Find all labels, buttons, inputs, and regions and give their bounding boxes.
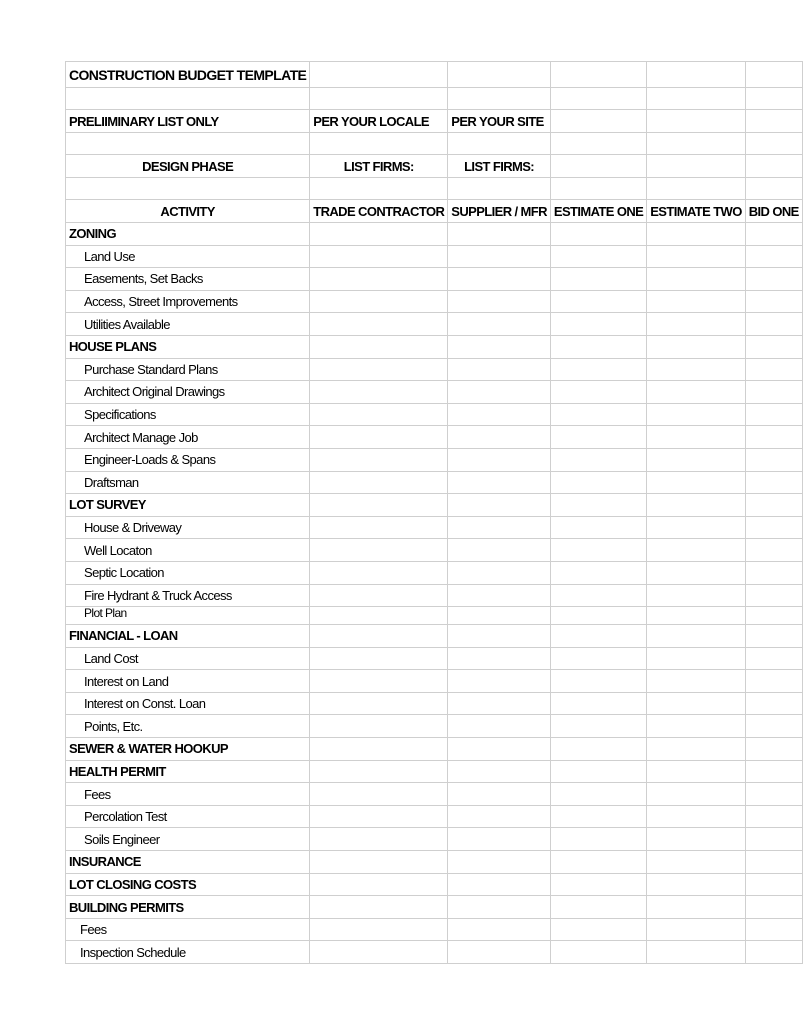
cell[interactable] xyxy=(550,335,646,358)
cell[interactable] xyxy=(647,715,746,738)
design-phase-label: DESIGN PHASE xyxy=(66,155,310,178)
table-row xyxy=(66,313,803,336)
activity-label: Plot Plan xyxy=(66,607,310,625)
cell[interactable] xyxy=(647,313,746,336)
cell[interactable] xyxy=(550,607,646,625)
cell[interactable] xyxy=(745,805,802,828)
section-row xyxy=(66,896,803,919)
cell[interactable] xyxy=(310,403,448,426)
column-header-estimate-one: ESTIMATE ONE xyxy=(550,200,646,223)
activity-label: Fees xyxy=(66,918,310,941)
cell[interactable] xyxy=(550,62,646,88)
cell[interactable] xyxy=(550,155,646,178)
cell[interactable] xyxy=(745,692,802,715)
cell[interactable] xyxy=(550,426,646,449)
cell[interactable] xyxy=(745,178,802,200)
table-row xyxy=(66,670,803,693)
cell[interactable] xyxy=(310,426,448,449)
section-label: HOUSE PLANS xyxy=(66,335,310,358)
locale-label: PER YOUR LOCALE xyxy=(310,110,448,133)
cell[interactable] xyxy=(647,223,746,246)
table-row xyxy=(66,607,803,625)
cell[interactable] xyxy=(745,828,802,851)
cell[interactable] xyxy=(647,133,746,155)
activity-label: Architect Original Drawings xyxy=(66,381,310,404)
cell[interactable] xyxy=(310,223,448,246)
activity-label: House & Driveway xyxy=(66,516,310,539)
section-label: SEWER & WATER HOOKUP xyxy=(66,738,310,761)
spacer-row xyxy=(66,133,803,155)
cell[interactable] xyxy=(550,358,646,381)
cell[interactable] xyxy=(647,290,746,313)
cell[interactable] xyxy=(448,607,551,625)
cell[interactable] xyxy=(448,381,551,404)
cell[interactable] xyxy=(647,670,746,693)
cell[interactable] xyxy=(448,313,551,336)
cell[interactable] xyxy=(647,268,746,291)
cell[interactable] xyxy=(647,62,746,88)
cell[interactable] xyxy=(448,471,551,494)
cell[interactable] xyxy=(647,851,746,874)
cell[interactable] xyxy=(745,584,802,607)
cell[interactable] xyxy=(745,471,802,494)
cell[interactable] xyxy=(448,805,551,828)
section-row xyxy=(66,738,803,761)
cell[interactable] xyxy=(448,851,551,874)
cell[interactable] xyxy=(745,715,802,738)
cell[interactable] xyxy=(310,851,448,874)
list-firms-label: LIST FIRMS: xyxy=(310,155,448,178)
spacer-row xyxy=(66,178,803,200)
cell[interactable] xyxy=(550,584,646,607)
cell[interactable] xyxy=(550,448,646,471)
cell[interactable] xyxy=(647,426,746,449)
table-row xyxy=(66,783,803,806)
table-row xyxy=(66,358,803,381)
cell[interactable] xyxy=(310,760,448,783)
cell[interactable] xyxy=(647,335,746,358)
cell[interactable] xyxy=(550,805,646,828)
cell[interactable] xyxy=(745,647,802,670)
cell[interactable] xyxy=(448,584,551,607)
cell[interactable] xyxy=(310,896,448,919)
activity-label: Specifications xyxy=(66,403,310,426)
activity-label: Fees xyxy=(66,783,310,806)
cell[interactable] xyxy=(745,851,802,874)
subheader-row xyxy=(66,110,803,133)
cell[interactable] xyxy=(745,448,802,471)
cell[interactable] xyxy=(550,670,646,693)
cell[interactable] xyxy=(745,426,802,449)
activity-label: Inspection Schedule xyxy=(66,941,310,964)
cell[interactable] xyxy=(647,805,746,828)
cell[interactable] xyxy=(745,88,802,110)
cell[interactable] xyxy=(745,494,802,517)
cell[interactable] xyxy=(647,625,746,648)
cell[interactable] xyxy=(448,494,551,517)
activity-label: Architect Manage Job xyxy=(66,426,310,449)
cell[interactable] xyxy=(448,133,551,155)
cell[interactable] xyxy=(550,381,646,404)
cell[interactable] xyxy=(310,471,448,494)
cell[interactable] xyxy=(550,760,646,783)
cell[interactable] xyxy=(745,760,802,783)
cell[interactable] xyxy=(647,381,746,404)
cell[interactable] xyxy=(647,918,746,941)
cell[interactable] xyxy=(66,133,310,155)
cell[interactable] xyxy=(550,178,646,200)
cell[interactable] xyxy=(550,290,646,313)
column-header-trade-contractor: TRADE CONTRACTOR xyxy=(310,200,448,223)
cell[interactable] xyxy=(647,539,746,562)
cell[interactable] xyxy=(310,290,448,313)
cell[interactable] xyxy=(448,245,551,268)
site-label: PER YOUR SITE xyxy=(448,110,551,133)
cell[interactable] xyxy=(745,335,802,358)
cell[interactable] xyxy=(550,88,646,110)
cell[interactable] xyxy=(448,783,551,806)
cell[interactable] xyxy=(310,561,448,584)
column-header-bid-one: BID ONE xyxy=(745,200,802,223)
cell[interactable] xyxy=(448,62,551,88)
cell[interactable] xyxy=(310,245,448,268)
cell[interactable] xyxy=(550,471,646,494)
cell[interactable] xyxy=(448,223,551,246)
cell[interactable] xyxy=(448,896,551,919)
cell[interactable] xyxy=(647,828,746,851)
table-row xyxy=(66,828,803,851)
cell[interactable] xyxy=(745,539,802,562)
cell[interactable] xyxy=(550,647,646,670)
cell[interactable] xyxy=(745,133,802,155)
cell[interactable] xyxy=(647,110,746,133)
cell[interactable] xyxy=(448,692,551,715)
cell[interactable] xyxy=(647,155,746,178)
cell[interactable] xyxy=(310,783,448,806)
cell[interactable] xyxy=(647,738,746,761)
list-firms-label: LIST FIRMS: xyxy=(448,155,551,178)
cell[interactable] xyxy=(550,625,646,648)
table-row xyxy=(66,448,803,471)
cell[interactable] xyxy=(310,918,448,941)
section-label: BUILDING PERMITS xyxy=(66,896,310,919)
cell[interactable] xyxy=(550,516,646,539)
cell[interactable] xyxy=(647,647,746,670)
cell[interactable] xyxy=(745,155,802,178)
cell[interactable] xyxy=(745,783,802,806)
cell[interactable] xyxy=(310,692,448,715)
cell[interactable] xyxy=(745,381,802,404)
activity-label: Draftsman xyxy=(66,471,310,494)
table-row xyxy=(66,290,803,313)
preliminary-label: PRELIIMINARY LIST ONLY xyxy=(66,110,310,133)
cell[interactable] xyxy=(310,516,448,539)
table-row xyxy=(66,715,803,738)
cell[interactable] xyxy=(647,760,746,783)
column-header-row xyxy=(66,200,803,223)
cell[interactable] xyxy=(448,426,551,449)
cell[interactable] xyxy=(66,88,310,110)
cell[interactable] xyxy=(448,290,551,313)
spacer-row xyxy=(66,88,803,110)
activity-label: Septic Location xyxy=(66,561,310,584)
cell[interactable] xyxy=(745,403,802,426)
cell[interactable] xyxy=(647,584,746,607)
cell[interactable] xyxy=(310,268,448,291)
cell[interactable] xyxy=(310,448,448,471)
column-header-estimate-two: ESTIMATE TWO xyxy=(647,200,746,223)
cell[interactable] xyxy=(448,178,551,200)
activity-label: Fire Hydrant & Truck Access xyxy=(66,584,310,607)
cell[interactable] xyxy=(448,873,551,896)
cell[interactable] xyxy=(550,851,646,874)
cell[interactable] xyxy=(66,178,310,200)
activity-label: Land Use xyxy=(66,245,310,268)
cell[interactable] xyxy=(310,584,448,607)
section-row xyxy=(66,223,803,246)
cell[interactable] xyxy=(745,873,802,896)
cell[interactable] xyxy=(745,358,802,381)
cell[interactable] xyxy=(745,625,802,648)
table-row xyxy=(66,561,803,584)
cell[interactable] xyxy=(448,738,551,761)
cell[interactable] xyxy=(448,941,551,964)
section-row xyxy=(66,494,803,517)
cell[interactable] xyxy=(448,715,551,738)
cell[interactable] xyxy=(550,692,646,715)
column-header-activity: ACTIVITY xyxy=(66,200,310,223)
section-row xyxy=(66,625,803,648)
cell[interactable] xyxy=(550,828,646,851)
cell[interactable] xyxy=(448,918,551,941)
table-row xyxy=(66,426,803,449)
cell[interactable] xyxy=(550,715,646,738)
activity-label: Interest on Const. Loan xyxy=(66,692,310,715)
section-label: INSURANCE xyxy=(66,851,310,874)
cell[interactable] xyxy=(550,268,646,291)
activity-label: Utilities Available xyxy=(66,313,310,336)
table-row xyxy=(66,471,803,494)
activity-label: Well Locaton xyxy=(66,539,310,562)
section-row xyxy=(66,873,803,896)
cell[interactable] xyxy=(745,268,802,291)
cell[interactable] xyxy=(550,918,646,941)
cell[interactable] xyxy=(745,896,802,919)
cell[interactable] xyxy=(448,539,551,562)
cell[interactable] xyxy=(745,313,802,336)
cell[interactable] xyxy=(448,670,551,693)
cell[interactable] xyxy=(745,290,802,313)
cell[interactable] xyxy=(647,245,746,268)
cell[interactable] xyxy=(448,403,551,426)
cell[interactable] xyxy=(745,62,802,88)
cell[interactable] xyxy=(745,516,802,539)
cell[interactable] xyxy=(745,607,802,625)
cell[interactable] xyxy=(448,448,551,471)
cell[interactable] xyxy=(745,245,802,268)
cell[interactable] xyxy=(550,494,646,517)
title-row xyxy=(66,62,803,88)
cell[interactable] xyxy=(550,245,646,268)
cell[interactable] xyxy=(448,625,551,648)
table-row xyxy=(66,918,803,941)
cell[interactable] xyxy=(448,88,551,110)
cell[interactable] xyxy=(310,62,448,88)
cell[interactable] xyxy=(310,178,448,200)
cell[interactable] xyxy=(647,896,746,919)
table-row xyxy=(66,245,803,268)
cell[interactable] xyxy=(550,133,646,155)
activity-label: Easements, Set Backs xyxy=(66,268,310,291)
table-row xyxy=(66,941,803,964)
cell[interactable] xyxy=(448,268,551,291)
cell[interactable] xyxy=(647,783,746,806)
budget-sheet xyxy=(65,61,803,964)
cell[interactable] xyxy=(310,828,448,851)
cell[interactable] xyxy=(550,223,646,246)
activity-label: Interest on Land xyxy=(66,670,310,693)
table-row xyxy=(66,516,803,539)
activity-label: Land Cost xyxy=(66,647,310,670)
table-row xyxy=(66,805,803,828)
activity-label: Access, Street Improvements xyxy=(66,290,310,313)
cell[interactable] xyxy=(550,561,646,584)
cell[interactable] xyxy=(310,670,448,693)
cell[interactable] xyxy=(310,941,448,964)
column-header-supplier: SUPPLIER / MFR xyxy=(448,200,551,223)
cell[interactable] xyxy=(550,403,646,426)
cell[interactable] xyxy=(647,358,746,381)
table-row xyxy=(66,584,803,607)
cell[interactable] xyxy=(647,471,746,494)
cell[interactable] xyxy=(745,738,802,761)
cell[interactable] xyxy=(647,516,746,539)
section-row xyxy=(66,335,803,358)
cell[interactable] xyxy=(310,625,448,648)
cell[interactable] xyxy=(745,941,802,964)
cell[interactable] xyxy=(745,561,802,584)
section-label: ZONING xyxy=(66,223,310,246)
cell[interactable] xyxy=(745,670,802,693)
cell[interactable] xyxy=(647,494,746,517)
cell[interactable] xyxy=(647,88,746,110)
cell[interactable] xyxy=(310,738,448,761)
table-row xyxy=(66,539,803,562)
table-row xyxy=(66,647,803,670)
cell[interactable] xyxy=(550,873,646,896)
cell[interactable] xyxy=(310,358,448,381)
cell[interactable] xyxy=(647,178,746,200)
cell[interactable] xyxy=(550,896,646,919)
cell[interactable] xyxy=(448,647,551,670)
cell[interactable] xyxy=(550,313,646,336)
activity-label: Engineer-Loads & Spans xyxy=(66,448,310,471)
cell[interactable] xyxy=(448,760,551,783)
table-row xyxy=(66,692,803,715)
cell[interactable] xyxy=(745,110,802,133)
cell[interactable] xyxy=(550,941,646,964)
activity-label: Points, Etc. xyxy=(66,715,310,738)
cell[interactable] xyxy=(647,448,746,471)
cell[interactable] xyxy=(647,692,746,715)
cell[interactable] xyxy=(647,607,746,625)
sheet-title: CONSTRUCTION BUDGET TEMPLATE xyxy=(66,62,310,88)
cell[interactable] xyxy=(310,715,448,738)
activity-label: Percolation Test xyxy=(66,805,310,828)
phase-row xyxy=(66,155,803,178)
cell[interactable] xyxy=(310,335,448,358)
section-label: FINANCIAL - LOAN xyxy=(66,625,310,648)
cell[interactable] xyxy=(310,494,448,517)
cell[interactable] xyxy=(448,358,551,381)
cell[interactable] xyxy=(448,335,551,358)
cell[interactable] xyxy=(310,607,448,625)
activity-label: Soils Engineer xyxy=(66,828,310,851)
cell[interactable] xyxy=(550,110,646,133)
cell[interactable] xyxy=(310,88,448,110)
cell[interactable] xyxy=(310,133,448,155)
cell[interactable] xyxy=(310,539,448,562)
section-row xyxy=(66,851,803,874)
cell[interactable] xyxy=(310,381,448,404)
cell[interactable] xyxy=(448,561,551,584)
cell[interactable] xyxy=(647,403,746,426)
cell[interactable] xyxy=(550,539,646,562)
section-label: LOT CLOSING COSTS xyxy=(66,873,310,896)
cell[interactable] xyxy=(448,828,551,851)
table-row xyxy=(66,381,803,404)
cell[interactable] xyxy=(647,941,746,964)
cell[interactable] xyxy=(448,516,551,539)
table-row xyxy=(66,268,803,291)
cell[interactable] xyxy=(310,873,448,896)
section-label: LOT SURVEY xyxy=(66,494,310,517)
cell[interactable] xyxy=(647,873,746,896)
cell[interactable] xyxy=(310,647,448,670)
cell[interactable] xyxy=(745,223,802,246)
table-row xyxy=(66,403,803,426)
cell[interactable] xyxy=(550,738,646,761)
activity-label: Purchase Standard Plans xyxy=(66,358,310,381)
cell[interactable] xyxy=(550,783,646,806)
section-label: HEALTH PERMIT xyxy=(66,760,310,783)
cell[interactable] xyxy=(310,805,448,828)
cell[interactable] xyxy=(310,313,448,336)
cell[interactable] xyxy=(647,561,746,584)
cell[interactable] xyxy=(745,918,802,941)
section-row xyxy=(66,760,803,783)
